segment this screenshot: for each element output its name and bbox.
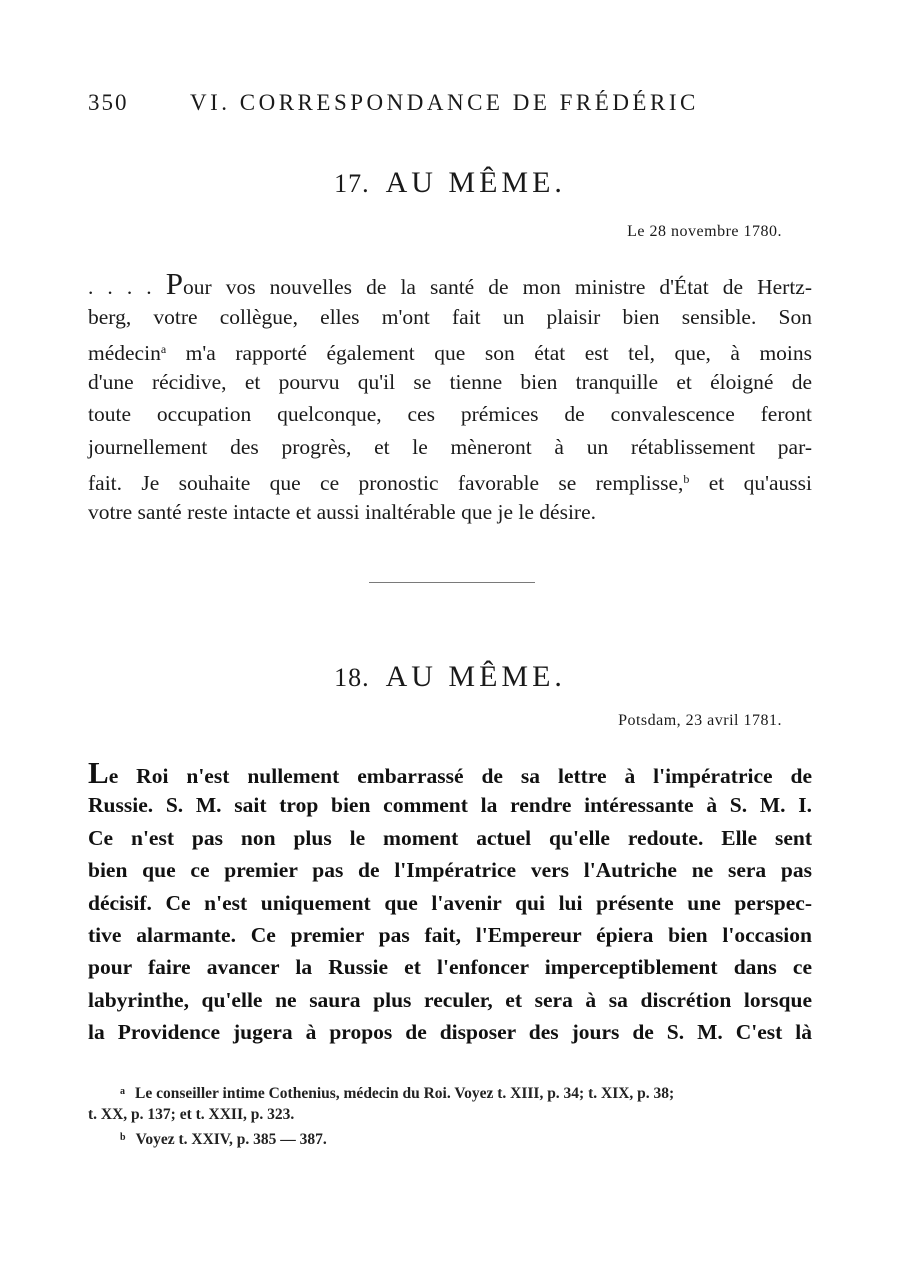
body-line: Russie. S. M. sait trop bien comment la rendre intéressante à S. M. I.: [88, 793, 812, 818]
footnote-a-continued: t. XX, p. 137; et t. XXII, p. 323.: [88, 1106, 295, 1123]
drop-cap: P: [165, 266, 183, 301]
letter-17-body: [88, 268, 812, 528]
body-line-text: Le Roi n'est nullement embarrassé de sa lettre à l'impératrice de: [88, 755, 812, 790]
footnote-ref-a[interactable]: a: [160, 342, 167, 356]
body-line: votre santé reste intacte et aussi inaltérable que je le désire.: [88, 499, 597, 524]
letter-number: 18.: [334, 663, 370, 692]
letter-18-heading: [0, 660, 900, 694]
body-line: bien que ce premier pas de l'Impératrice vers l'Autriche ne sera pas: [88, 858, 812, 883]
footnotes: [88, 1080, 812, 1149]
body-line: pour faire avancer la Russie et l'enfoncer imperceptiblement dans ce: [88, 955, 812, 980]
section-divider: [369, 582, 535, 583]
body-line-end: et qu'aussi: [708, 471, 813, 495]
letter-title: AU MÊME.: [385, 166, 566, 199]
running-header: [88, 90, 728, 120]
footnote-text: Le conseiller intime Cothenius, médecin du Roi. Voyez t. XIII, p. 34; t. XIX, p. 38;: [135, 1085, 675, 1102]
drop-cap: L: [88, 755, 109, 790]
body-line-start: médecin: [88, 341, 161, 365]
body-line-text: Pour vos nouvelles de la santé de mon ministre d'État de Hertz-: [165, 266, 812, 301]
body-line: berg, votre collègue, elles m'ont fait un plaisir bien sensible. Son: [88, 304, 812, 329]
body-line: [88, 333, 812, 366]
body-line: tive alarmante. Ce premier pas fait, l'Empereur épiera bien l'occasion: [88, 922, 812, 947]
running-title: VI. CORRESPONDANCE DE FRÉDÉRIC: [190, 90, 699, 115]
letter-title: AU MÊME.: [385, 660, 566, 693]
letter-18-body: [88, 757, 812, 1049]
body-line: labyrinthe, qu'elle ne saura plus reculer, et sera à sa discrétion lorsque: [88, 987, 812, 1012]
body-line: [88, 268, 812, 301]
body-line: toute occupation quelconque, ces prémices de convalescence feront: [88, 402, 812, 426]
footnote-text: Voyez t. XXIV, p. 385 — 387.: [135, 1131, 327, 1148]
body-line: Ce n'est pas non plus le moment actuel qu'elle redoute. Elle sent: [88, 825, 812, 850]
footnote-ref-b[interactable]: b: [683, 472, 690, 486]
letter-17-heading: [0, 166, 900, 200]
page-number: 350: [88, 90, 129, 115]
letter-number: 17.: [334, 169, 370, 198]
footnote-b: [88, 1126, 812, 1149]
footnote-mark: b: [120, 1132, 126, 1143]
body-line: [88, 757, 812, 789]
body-line: décisif. Ce n'est uniquement que l'avenir qui lui présente une perspec-: [88, 890, 812, 915]
body-line: journellement des progrès, et le mèneront à un rétablissement par-: [88, 434, 812, 459]
body-line-text: fait. Je souhaite que ce pronostic favorable se remplisse,: [88, 471, 684, 495]
footnote-a: [88, 1080, 812, 1103]
letter-17-date: Le 28 novembre 1780.: [627, 223, 782, 240]
footnote-mark: a: [120, 1086, 125, 1097]
body-line: [88, 463, 812, 496]
letter-18-date: Potsdam, 23 avril 1781.: [618, 712, 782, 729]
body-line: la Providence jugera à propos de disposer des jours de S. M. C'est là: [88, 1020, 812, 1045]
body-line: d'une récidive, et pourvu qu'il se tienne bien tranquille et éloigné de: [88, 369, 812, 394]
ellipsis-lead: . . . .: [88, 275, 152, 299]
body-line-text: m'a rapporté également que son état est tel, que, à moins: [185, 341, 813, 365]
